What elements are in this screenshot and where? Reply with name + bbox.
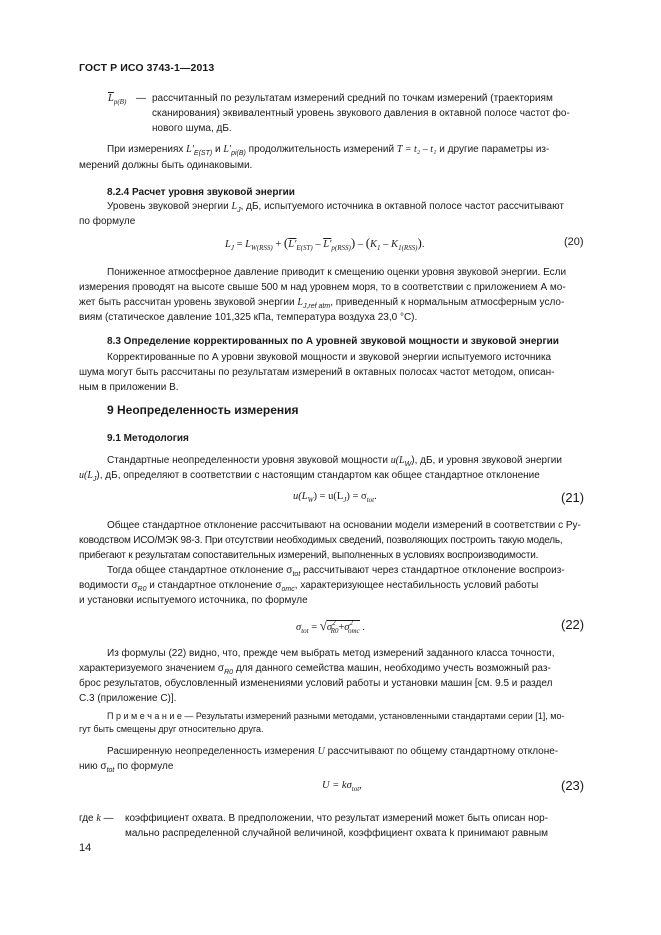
section-heading: 8.2.4 Расчет уровня звуковой энергии <box>107 187 295 198</box>
section-heading: 9.1 Методология <box>107 433 189 444</box>
equation-number: (23) <box>561 778 585 793</box>
section-9-heading: 9 Неопределенность измерения <box>107 403 299 417</box>
section-heading: 8.3 Определение корректированных по А уровней звуковой мощности и звуковой энергии <box>107 336 559 347</box>
note-label: П р и м е ч а н и е <box>107 711 182 721</box>
lp-b-symbol: $\overline{L}$ <box>108 93 114 104</box>
page-number: 14 <box>79 842 92 854</box>
document-page: ГОСТ Р ИСО 3743-1—2013 $\overline{L}_{p(B)}$ — рассчитанный по результатам измерений средний по точкам измерений (траекториям сканирования) эквивалентный уровень звукового давления в октавной полосе частот фо- нового шума, дБ. При измерениях $L'_{E(ST)}$ и $L'_{pi(B)}$ продолжительность измерений T = t₂ – t₁ и другие параметры из- мерений должны быть одинаковыми. 8.2.4 Расчет уровня звуковой энергии Уровень звуковой энергии $L_J$, дБ, испытуемого источника в октавной полосе частот рассчитывают по формуле $L_J = L_{W(RSS)} + (L'_{E(ST)} - L'_{p(RSS)}) - (K_1 - K_{1(RSS)})$. (20) Пониженное атмосферное давление приводит к смещению оценки уровня звуковой энергии. Если измерения проводят на высоте свыше 500 м над уровнем моря, то в соответствии с приложением А мо- жет быть рассчитан уровень звуковой энергии $L_{J,ref atm}$, приведенный к нормальным атмосферным усло- виям (статическое давление 101,325 кПа, температура воздуха 23,0 °С). 8.3 Определение корректированных по А уровней звуковой мощности и звуковой энергии Корректированные по А уровни звуковой мощности и звуковой энергии испытуемого источника шума могут быть рассчитаны по результатам измерений в октавных полосах частот методом, описан- ным в приложении В. 9 Неопределенность измерения 9.1 Методология Стандартные неопределенности уровня звуковой мощности $u(L_W)$, дБ, и уровня звуковой энергии $u(L_J)$, дБ, определяют в соответствии с настоящим стандартом как общее стандартное отклонение $u(L_W) = u(L_J) = \sigma_{tot}$. (21) Общее стандартное отклонение рассчитывают на основании модели измерений в соответствии с Ру- ководством ИСО/МЭК 98-3. При отсутствии необходимых сведений, позволяющих построить такую модель, прибегают к результатам сопоставительных измерений, выполненных в условиях воспроизводимости. Тогда общее стандартное отклонение $\sigma_{tot}$ рассчитывают через стандартное отклонение воспроиз- водимости $\sigma_{R0}$ и стандартное отклонение $\sigma_{omc}$, характеризующее нестабильность условий работы и установки испытуемого источника, по формуле $\sigma_{tot} = √\sigma^2_{R0}+\sigma^2_{omc}$ . (22) Из формулы (22) видно, что, прежде чем выбрать метод измерений заданного класса точности, характеризуемого значением $\sigma_{R0}$ для данного семейства машин, необходимо учесть возможный раз- брос результатов, обусловленный изменениями условий работы и установки машин [см. 9.5 и раздел С.3 (приложение С)]. П р и м е ч а н и е — Результаты измерений разными методами, установленными стандартами серии [1], мо- гут быть смещены друг относительно друга. Расширенную неопределенность измерения U рассчитывают по общему стандартному отклоне- нию $\sigma_{tot}$ по формуле $U = k\sigma_{tot}$, (23) где k — коэффициент охвата. В предположении, что результат измерений может быть описан нор- мально распределенной случайной величиной, коэффициент охвата k принимают равным 14 <box>79 62 585 854</box>
equation-number: (22) <box>561 617 585 632</box>
equation-number: (20) <box>564 236 584 248</box>
equation-number: (21) <box>561 490 585 505</box>
document-header: ГОСТ Р ИСО 3743-1—2013 <box>79 62 215 74</box>
